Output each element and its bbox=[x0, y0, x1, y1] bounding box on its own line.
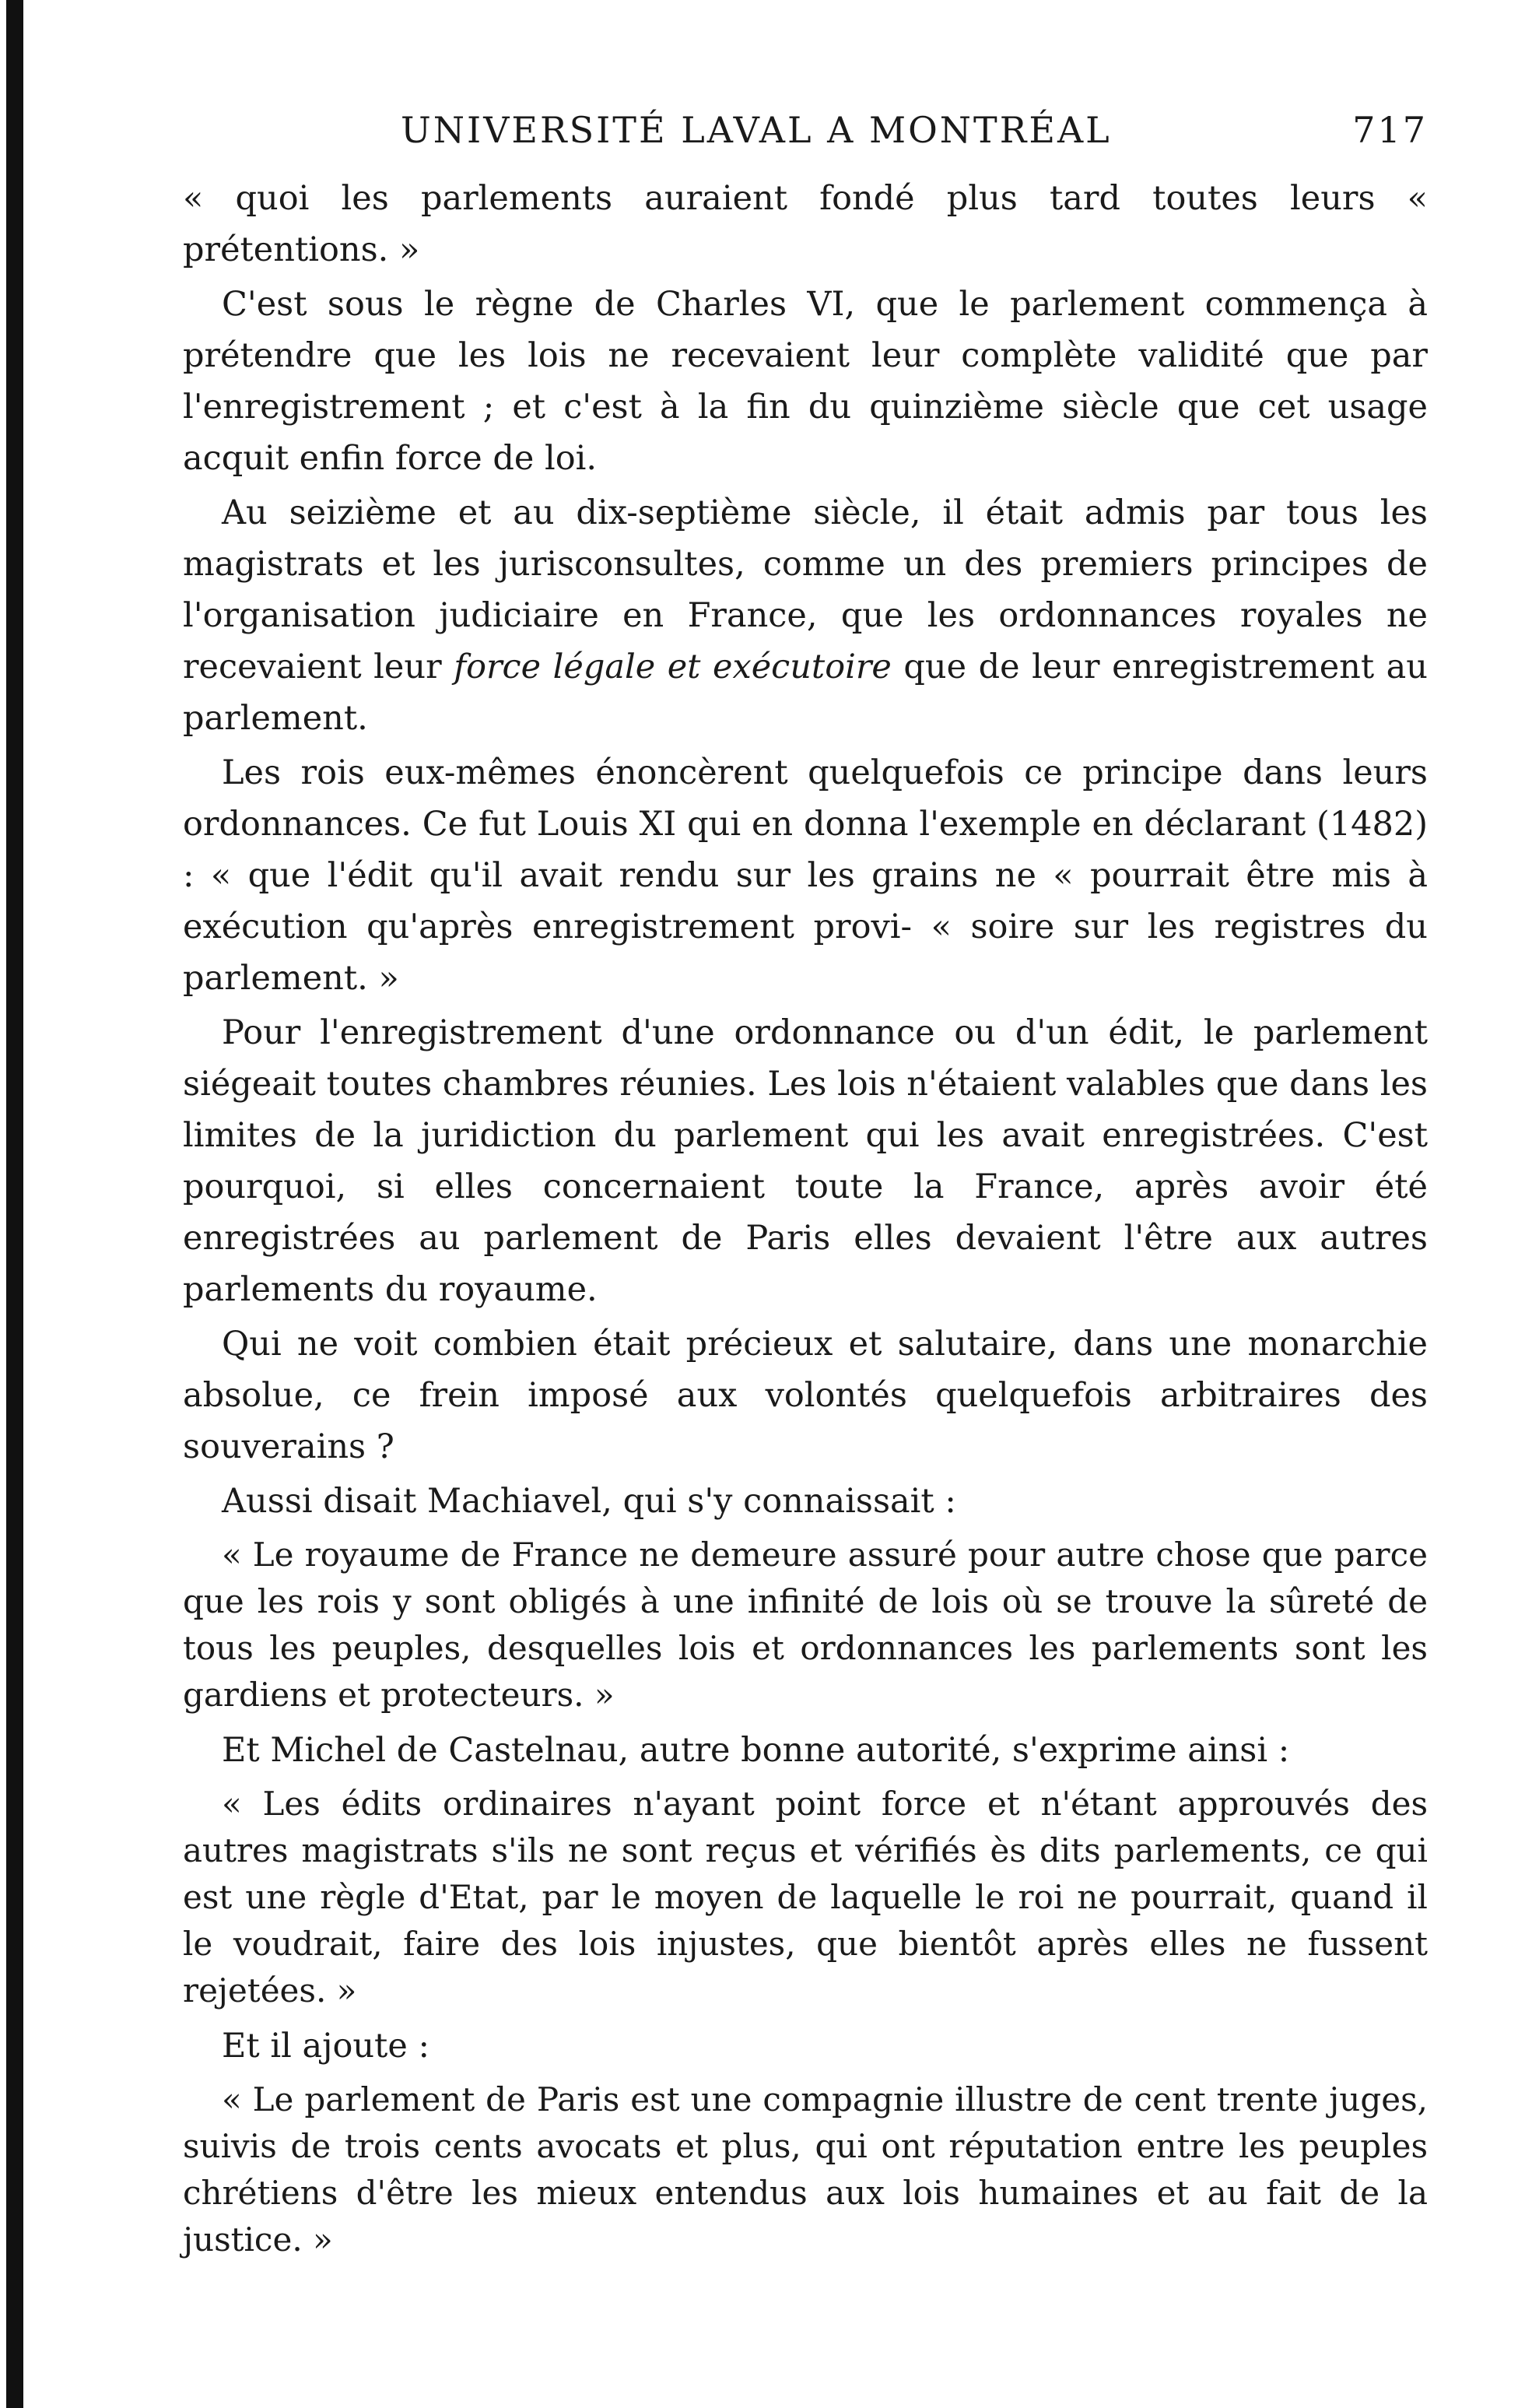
paragraph-text: que de leur enregistrement au parlement. bbox=[183, 648, 1428, 738]
running-header bbox=[183, 109, 1428, 163]
page-number: 717 bbox=[1352, 109, 1428, 151]
paragraph-continuation: « quoi les parlements auraient fondé plus tard toutes leurs « prétentions. » bbox=[183, 179, 1428, 269]
block-quote: « Le royaume de France ne demeure assuré pour autre chose que parce que les rois y sont obligés à une infinité de lois où se trouve la sûreté de tous les peuples, desquelles lois et ordonnances les parlements sont les gardiens et protecteurs. » bbox=[183, 1536, 1428, 1714]
block-quote: « Les édits ordinaires n'ayant point force et n'étant approuvés des autres magistrats s'ils ne sont reçus et vérifiés ès dits parlements, ce qui est une règle d'Etat, par le moyen de laquelle le roi ne pourrait, quand il le voudrait, faire des lois injustes, que bientôt après elles ne fussent rejetées. » bbox=[183, 1785, 1428, 2010]
paragraph: C'est sous le règne de Charles VI, que le parlement commença à prétendre que les lois ne recevaient leur complète validité que par l'enregistrement ; et c'est à la fin du quinzième siècle que cet usage acquit enfin force de loi. bbox=[183, 285, 1428, 478]
paragraph: Et il ajoute : bbox=[222, 2027, 429, 2066]
paragraph bbox=[183, 487, 1428, 744]
paragraph: Et Michel de Castelnau, autre bonne autorité, s'exprime ainsi : bbox=[222, 1731, 1290, 1770]
scan-border bbox=[6, 0, 23, 2408]
body-text bbox=[183, 173, 1428, 2263]
paragraph: Pour l'enregistrement d'une ordonnance ou d'un édit, le parlement siégeait toutes chambres réunies. Les lois n'étaient valables que dans les limites de la juridiction du parlement qui les avait enregistrées. C'est pourquoi, si elles concernaient toute la France, après avoir été enregistrées au parlement de Paris elles devaient l'être aux autres parlements du royaume. bbox=[183, 1013, 1428, 1309]
paragraph-text: Au seizième et au dix-septième siècle, il était admis par tous les magistrats et les jurisconsultes, comme un des premiers principes de l'organisation judiciaire en France, que les ordonnances royales ne recevaient leur bbox=[183, 493, 1428, 686]
italic-phrase: force légale et exécutoire bbox=[454, 648, 892, 686]
book-page bbox=[183, 109, 1428, 2269]
running-title: UNIVERSITÉ LAVAL A MONTRÉAL bbox=[401, 109, 1112, 151]
paragraph: Aussi disait Machiavel, qui s'y connaissait : bbox=[222, 1482, 956, 1521]
paragraph: Les rois eux-mêmes énoncèrent quelquefois ce principe dans leurs ordonnances. Ce fut Louis XI qui en donna l'exemple en déclarant (1482) : « que l'édit qu'il avait rendu sur les grains ne « pourrait être mis à exécution qu'après enregistrement provi- « soire sur les registres du parlement. » bbox=[183, 753, 1428, 998]
paragraph: Qui ne voit combien était précieux et salutaire, dans une monarchie absolue, ce frein imposé aux volontés quelquefois arbitraires des souverains ? bbox=[183, 1325, 1428, 1466]
block-quote: « Le parlement de Paris est une compagnie illustre de cent trente juges, suivis de trois cents avocats et plus, qui ont réputation entre les peuples chrétiens d'être les mieux entendus aux lois humaines et au fait de la justice. » bbox=[183, 2080, 1428, 2259]
